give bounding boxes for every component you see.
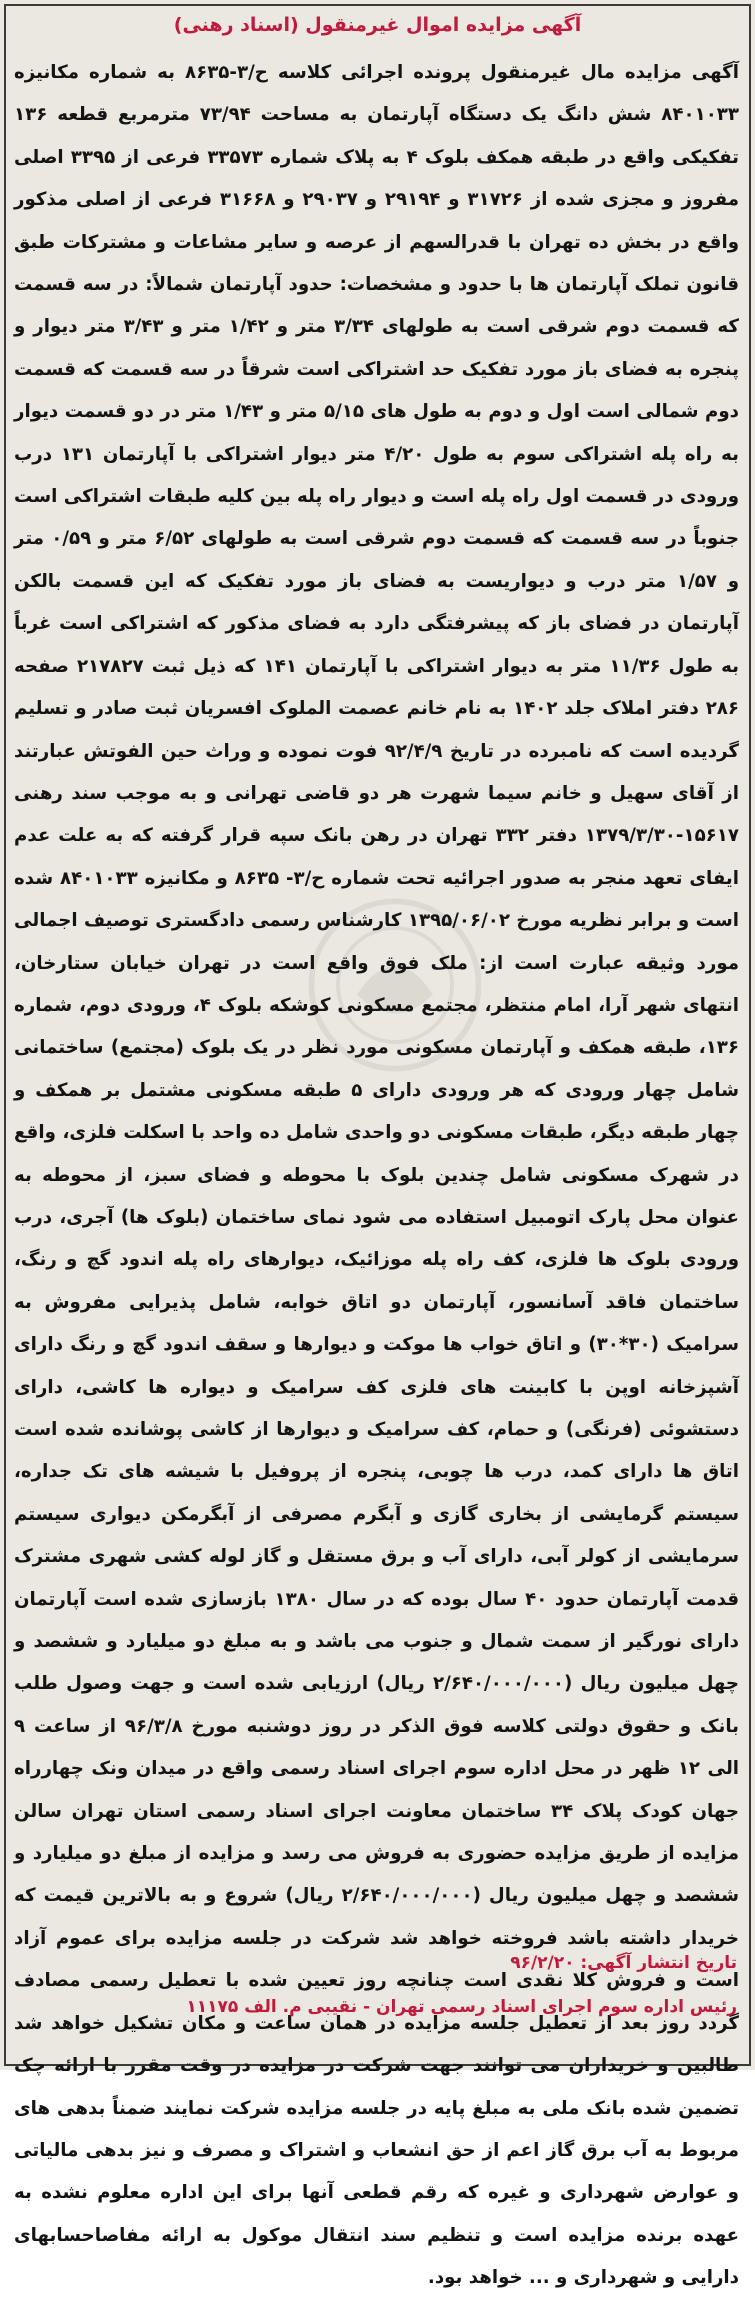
publish-date: تاریخ انتشار آگهی: ۹۶/۲/۲۰ [510, 1953, 737, 1973]
notice-body: آگهی مزایده مال غیرمنقول پرونده اجرائی کلاسه ح/۳-۸۶۳۵ به شماره مکانیزه ۸۴۰۱۰۳۳ شش دانگ یک دستگاه آپارتمان به مساحت ۷۳/۹۴ مترمربع قطعه ۱۳۶ تفکیکی واقع در طبقه همکف بلوک ۴ به پلاک شماره ۳۳۵۷۳ فرعی از ۳۳۹۵ اصلی مفروز و مجزی شده از ۳۱۷۲۶ و ۲۹۱۹۴ و ۲۹۰۳۷ و ۳۱۶۶۸ فرعی از اصلی مذکور واقع در بخش ده تهران با قدرالسهم از عرصه و سایر مشاعات و مشترکات طبق قانون تملک آپارتمان ها با حدود و مشخصات: حدود آپارتمان شمالاً: در سه قسمت که قسمت دوم شرقی است به طولهای ۳/۳۴ متر و ۱/۴۲ متر و ۳/۴۳ متر دیوار و پنجره به فضای باز مورد تفکیک حد اشتراکی است شرقاً در سه قسمت که قسمت دوم شمالی است اول و دوم به طول های ۵/۱۵ متر و ۱/۴۳ متر در دو قسمت دیوار به راه پله اشتراکی سوم به طول ۴/۲۰ متر دیوار اشتراکی با آپارتمان ۱۳۱ درب ورودی در قسمت اول راه پله است و دیوار راه پله بین کلیه طبقات اشتراکی است جنوباً در سه قسمت که قسمت دوم شرقی است به طولهای ۶/۵۲ متر و ۰/۵۹ متر و ۱/۵۷ متر درب و دیواریست به فضای باز مورد تفکیک که این قسمت بالکن آپارتمان در فضای باز که پیشرفتگی دارد به فضای مذکور که اشتراکی است غرباً به طول ۱۱/۳۶ متر به دیوار اشتراکی با آپارتمان ۱۴۱ که ذیل ثبت ۲۱۷۸۲۷ صفحه ۲۸۶ دفتر املاک جلد ۱۴۰۲ به نام خانم عصمت الملوک افسریان ثبت صادر و تسلیم گردیده است که نامبرده در تاریخ ۹۲/۴/۹ فوت نموده و وراث حین الفوتش عبارتند از آقای سهیل و خانم سیما شهرت هر دو قاضی تهرانی و به موجب سند رهنی ۱۵۶۱۷-۱۳۷۹/۳/۳۰ دفتر ۳۳۲ تهران در رهن بانک سپه قرار گرفته که به علت عدم ایفای تعهد منجر به صدور اجرائیه تحت شماره ح/۳- ۸۶۳۵ و مکانیزه ۸۴۰۱۰۳۳ شده است و برابر نظریه مورخ ۱۳۹۵/۰۶/۰۲ کارشناس رسمی دادگستری توصیف اجمالی مورد وثیقه عبارت است از: ملک فوق واقع است در تهران خیابان ستارخان، انتهای شهر آرا، امام منتظر، مجتمع مسکونی کوشکه بلوک ۴، ورودی دوم، شماره ۱۳۶، طبقه همکف و آپارتمان مسکونی مورد نظر در یک بلوک (مجتمع) ساختمانی شامل چهار ورودی که هر ورودی دارای ۵ طبقه مسکونی مشتمل بر همکف و چهار طبقه دیگر، طبقات مسکونی دو واحدی شامل ده واحد با اسکلت فلزی، واقع در شهرک مسکونی شامل چندین بلوک با محوطه و فضای سبز، از محوطه به عنوان محل پارک اتومبیل استفاده می شود نمای ساختمان (بلوک ها) آجری، درب ورودی بلوک ها فلزی، کف راه پله موزائیک، دیوارهای راه پله اندود گچ و رنگ، ساختمان فاقد آسانسور، آپارتمان دو اتاق خوابه، شامل پذیرایی مفروش به سرامیک (۳۰*۳۰) و اتاق خواب ها موکت و دیوارها و سقف اندود گچ و رنگ دارای آشپزخانه اوپن با کابینت های فلزی کف سرامیک و دیواره ها کاشی، دارای دستشوئی (فرنگی) و حمام، کف سرامیک و دیوارها از کاشی پوشانده شده است اتاق ها دارای کمد، درب ها چوبی، پنجره از پروفیل با شیشه های تک جداره، سیستم گرمایشی از بخاری گازی و آبگرم مصرفی از آبگرمکن دیواری سیستم سرمایشی از کولر آبی، دارای آب و برق مستقل و گاز لوله کشی شهری مشترک قدمت آپارتمان حدود ۴۰ سال بوده که در سال ۱۳۸۰ بازسازی شده است آپارتمان دارای نورگیر از سمت شمال و جنوب می باشد و به مبلغ دو میلیارد و ششصد و چهل میلیون ریال (۲/۶۴۰/۰۰۰/۰۰۰ ریال) ارزیابی شده است و جهت وصول طلب بانک و حقوق دولتی کلاسه فوق الذکر در روز دوشنبه مورخ ۹۶/۳/۸ از ساعت ۹ الی ۱۲ ظهر در محل اداره سوم اجرای اسناد رسمی واقع در میدان ونک چهارراه جهان کودک پلاک ۳۴ ساختمان معاونت اجرای اسناد رسمی استان تهران سالن مزایده از طریق مزایده حضوری به فروش می رسد و مزایده از مبلغ دو میلیارد و ششصد و چهل میلیون ریال (۲/۶۴۰/۰۰۰/۰۰۰ ریال) شروع و به بالاترین قیمت که خریدار داشته باشد فروخته خواهد شد شرکت در جلسه مزایده برای عموم آزاد است و فروش کلا نقدی است چنانچه روز تعیین شده با تعطیل رسمی مصادف گردد روز بعد از تعطیل جلسه مزایده در همان ساعت و مکان تشکیل خواهد شد طالبین و خریداران می توانند جهت شرکت در مزایده در وقت مقرر با ارائه چک تضمین شده بانک ملی به مبلغ پایه در جلسه مزایده شرکت نمایند ضمناً بدهی های مربوط به آب برق گاز اعم از حق انشعاب و اشتراک و مصرف و نیز بدهی مالیاتی و عوارض شهرداری و غیره که رقم قطعی آنها برای این اداره معلوم نشده به عهده برنده مزایده است و تنظیم سند انتقال موکول به ارائه مفاصاحسابهای دارایی و شهرداری و ... خواهد بود. [14, 62, 740, 2289]
signature-line: رئیس اداره سوم اجرای اسناد رسمی تهران - نقیبی م. الف ۱۱۱۷۵ [186, 1997, 737, 2017]
notice-title: آگهی مزایده اموال غیرمنقول (اسناد رهنی) [173, 14, 582, 36]
